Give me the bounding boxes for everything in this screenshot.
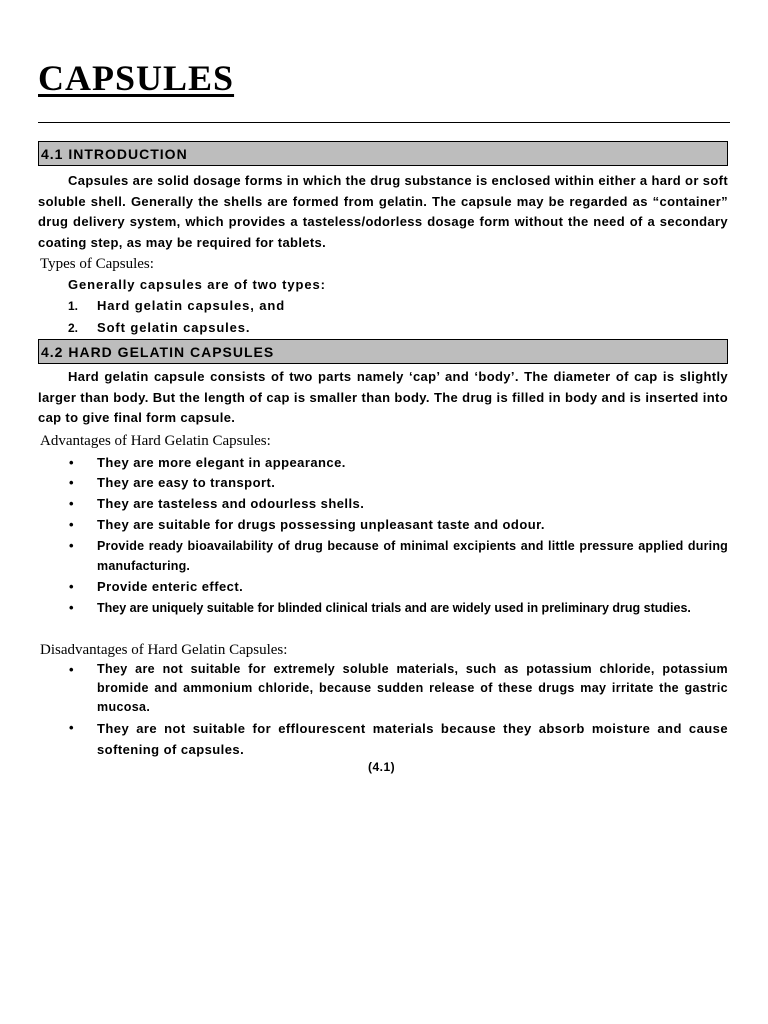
bullet-icon: • xyxy=(69,720,74,735)
bullet-icon: • xyxy=(69,475,74,490)
page-title: CAPSULES xyxy=(38,58,235,98)
list-item-text: They are tasteless and odourless shells. xyxy=(97,496,365,511)
section-heading-introduction: 4.1 INTRODUCTION xyxy=(38,141,728,166)
list-item-text: Provide enteric effect. xyxy=(97,579,244,594)
list-item-text: They are more elegant in appearance. xyxy=(97,455,346,470)
bullet-icon: • xyxy=(69,538,74,553)
list-item: Hard gelatin capsules, and xyxy=(97,298,286,313)
bullet-icon: • xyxy=(69,517,74,532)
list-item: Soft gelatin capsules. xyxy=(97,320,251,335)
list-item-text: They are suitable for drugs possessing unpleasant taste and odour. xyxy=(97,517,545,532)
bullet-icon: • xyxy=(69,455,74,470)
advantages-subheading: Advantages of Hard Gelatin Capsules: xyxy=(40,433,271,449)
bullet-icon: • xyxy=(69,600,74,615)
intro-paragraph: Capsules are solid dosage forms in which the drug substance is enclosed within either a hard or soft soluble shell. Generally the shells are formed from gelatin. The capsule may be regarded as “container” drug delivery system, which provides a tasteless/odorless dosage form without the need of a secondary coating step, as may be required for tablets. xyxy=(38,173,728,250)
types-subheading: Types of Capsules: xyxy=(40,256,154,272)
bullet-icon: • xyxy=(69,662,74,677)
page-number: (4.1) xyxy=(368,760,396,774)
list-item-text: Provide ready bioavailability of drug because of minimal excipients and little pressure applied during manufacturing. xyxy=(97,539,728,573)
bullet-icon: • xyxy=(69,579,74,594)
list-item-text: They are uniquely suitable for blinded clinical trials and are widely used in preliminary drug studies. xyxy=(97,601,691,615)
title-rule xyxy=(38,122,730,123)
section-heading-hard-gelatin: 4.2 HARD GELATIN CAPSULES xyxy=(38,339,728,364)
list-item-text: They are not suitable for extremely soluble materials, such as potassium chloride, potassium bromide and ammonium chloride, because sudden release of these drugs may irritate the gastric mucosa. xyxy=(97,662,728,714)
list-number: 2. xyxy=(68,321,79,335)
list-number: 1. xyxy=(68,299,79,313)
bullet-icon: • xyxy=(69,496,74,511)
list-item-text: They are easy to transport. xyxy=(97,475,276,490)
types-lead: Generally capsules are of two types: xyxy=(68,277,326,292)
hard-gelatin-paragraph: Hard gelatin capsule consists of two parts namely ‘cap’ and ‘body’. The diameter of cap is slightly larger than body. But the length of cap is smaller than body. The drug is filled in body and is inserted into cap to give final form capsule. xyxy=(38,369,728,425)
disadvantages-subheading: Disadvantages of Hard Gelatin Capsules: xyxy=(40,642,288,658)
list-item-text: They are not suitable for efflourescent materials because they absorb moisture and cause softening of capsules. xyxy=(97,721,728,757)
